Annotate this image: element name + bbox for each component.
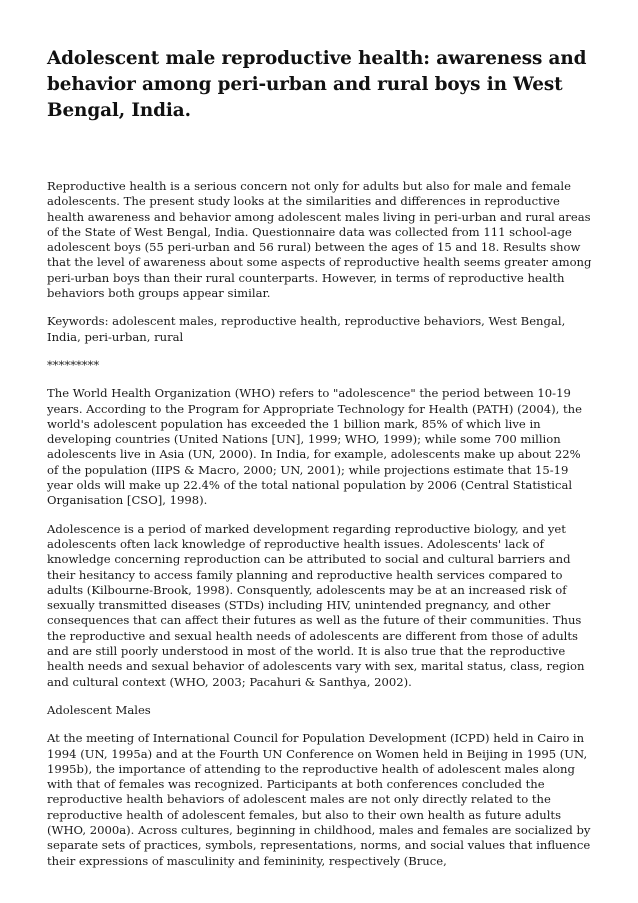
document-title: Adolescent male reproductive health: awareness and behavior among peri-urban and rural boys in West Bengal, India.	[47, 48, 587, 121]
section-heading: Adolescent Males	[47, 702, 151, 717]
body-paragraph: At the meeting of International Council for Population Development (ICPD) held in Cairo in 1994 (UN, 1995a) and at the Fourth UN Conference on Women held in Beijing in 1995 (UN, 1995b), the importance of attending to the reproductive health of adolescent males along with that of females was recognized. Participants at both conferences concluded the reproductive health behaviors of adolescent males are not only directly related to the reproductive health of adolescent females, but also to their own health as future adults (WHO, 2000a). Across cultures, beginning in childhood, males and females are socialized by separate sets of practices, symbols, representations, norms, and social values that influence their expressions of masculinity and femininity, respectively (Bruce,	[47, 731, 591, 868]
document-body	[47, 179, 595, 882]
keywords-paragraph: Keywords: adolescent males, reproductive health, reproductive behaviors, West Bengal, India, peri-urban, rural	[47, 314, 566, 344]
body-paragraph: The World Health Organization (WHO) refers to "adolescence" the period between 10-19 years. According to the Program for Appropriate Technology for Health (PATH) (2004), the world's adolescent population has exceeded the 1 billion mark, 85% of which live in developing countries (United Nations [UN], 1999; WHO, 1999); while some 700 million adolescents live in Asia (UN, 2000). In India, for example, adolescents make up about 22% of the population (IIPS & Macro, 2000; UN, 2001); while projections estimate that 15-19 year olds will make up 22.4% of the total national population by 2006 (Central Statistical Organisation [CSO], 1998).	[47, 386, 582, 508]
body-paragraph: Adolescence is a period of marked development regarding reproductive biology, and yet adolescents often lack knowledge of reproductive health issues. Adolescents' lack of knowledge concerning reproduction can be attributed to social and cultural barriers and their hesitancy to access family planning and reproductive health services compared to adults (Kilbourne-Brook, 1998). Consquently, adolescents may be at an increased risk of sexually transmitted diseases (STDs) including HIV, unintended pregnancy, and other consequences that can affect their futures as well as the future of their communities. Thus the reproductive and sexual health needs of adolescents are different from those of adults and are still poorly understood in most of the world. It is also true that the reproductive health needs and sexual behavior of adolescents vary with sex, marital status, class, region and cultural context (WHO, 2003; Pacahuri & Santhya, 2002).	[47, 521, 585, 689]
abstract-paragraph: Reproductive health is a serious concern not only for adults but also for male and female adolescents. The present study looks at the similarities and differences in reproductive health awareness and behavior among adolescent males living in peri-urban and rural areas of the State of West Bengal, India. Questionnaire data was collected from 111 school-age adolescent boys (55 peri-urban and 56 rural) between the ages of 15 and 18. Results show that the level of awareness about some aspects of reproductive health seems greater among peri-urban boys than their rural counterparts. However, in terms of reproductive health behaviors both groups appear similar.	[47, 179, 592, 301]
section-separator: *********	[47, 357, 100, 372]
document-header	[47, 46, 595, 124]
